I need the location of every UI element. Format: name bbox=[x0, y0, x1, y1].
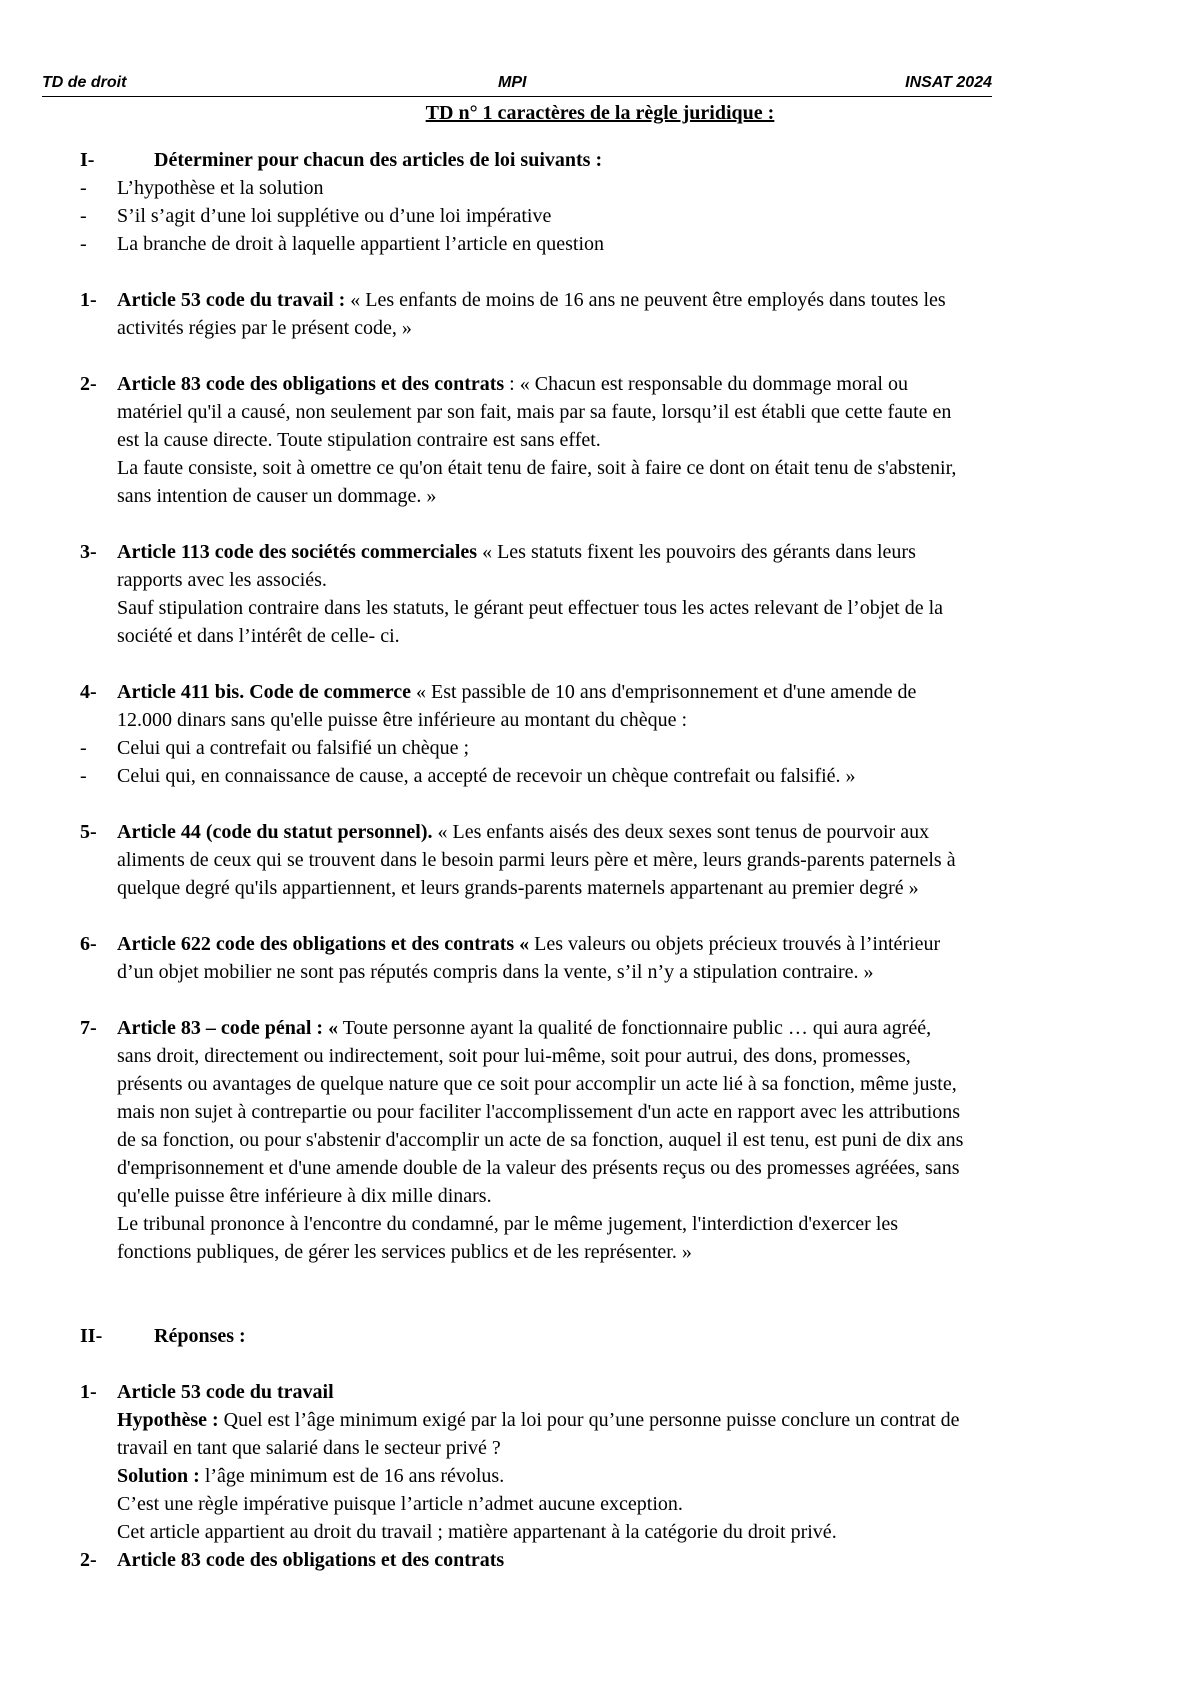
article-text: « Les enfants de moins de 16 ans ne peuvent être employés dans toutes les bbox=[345, 289, 946, 311]
article-heading: Article 113 code des sociétés commerciales bbox=[117, 541, 478, 563]
answer-heading: Article 53 code du travail bbox=[117, 1381, 334, 1403]
document-title: TD n° 1 caractères de la règle juridique : bbox=[425, 102, 775, 124]
article-heading: Article 83 code des obligations et des contrats bbox=[117, 373, 505, 395]
article-text: rapports avec les associés. bbox=[117, 569, 327, 591]
article-text: « Est passible de 10 ans d'emprisonnement et d'une amende de bbox=[411, 681, 917, 703]
article-text: mais non sujet à contrepartie ou pour faciliter l'accomplissement d'un acte en rapport avec les attributions bbox=[117, 1101, 961, 1123]
article-item bbox=[80, 930, 1140, 958]
article-text: d’un objet mobilier ne sont pas réputés compris dans la vente, s’il n’y a stipulation contraire. » bbox=[117, 961, 874, 983]
article-text: société et dans l’intérêt de celle- ci. bbox=[117, 625, 400, 647]
article-text: d'emprisonnement et d'une amende double de la valeur des présents reçus ou des promesses agréées, sans bbox=[117, 1157, 960, 1179]
article-text: 12.000 dinars sans qu'elle puisse être inférieure au montant du chèque : bbox=[117, 709, 688, 731]
article-text: présents ou avantages de quelque nature que ce soit pour accomplir un acte lié à sa fonction, même juste, bbox=[117, 1073, 957, 1095]
section-number: II- bbox=[80, 1325, 103, 1347]
article-text: activités régies par le présent code, » bbox=[117, 317, 412, 339]
hypothesis-line bbox=[80, 1406, 1140, 1434]
article-text: Le tribunal prononce à l'encontre du condamné, par le même jugement, l'interdiction d'exercer les bbox=[117, 1213, 899, 1235]
article-text: Les valeurs ou objets précieux trouvés à l’intérieur bbox=[529, 933, 941, 955]
hypothesis-text: travail en tant que salarié dans le secteur privé ? bbox=[117, 1437, 501, 1459]
article-number: 4- bbox=[80, 681, 97, 703]
article-text: sans intention de causer un dommage. » bbox=[117, 485, 437, 507]
header-course: TD de droit bbox=[42, 74, 127, 91]
header-school-year: INSAT 2024 bbox=[905, 74, 992, 91]
article-item bbox=[80, 538, 1140, 566]
answer-text: Cet article appartient au droit du travail ; matière appartenant à la catégorie du droit privé. bbox=[117, 1521, 837, 1543]
article-text: « Les statuts fixent les pouvoirs des gérants dans leurs bbox=[477, 541, 916, 563]
answer-heading: Article 83 code des obligations et des contrats bbox=[117, 1549, 505, 1571]
article-heading: Article 53 code du travail : bbox=[117, 289, 346, 311]
article-text: : « Chacun est responsable du dommage moral ou bbox=[504, 373, 908, 395]
article-heading: Article 411 bis. Code de commerce bbox=[117, 681, 411, 703]
article-text: sans droit, directement ou indirectement, soit pour lui-même, soit pour autrui, des dons, promesses, bbox=[117, 1045, 911, 1067]
solution-line bbox=[80, 1462, 1140, 1490]
article-heading: Article 83 – code pénal : « bbox=[117, 1017, 339, 1039]
document-body bbox=[80, 146, 1140, 1574]
bullet-item: - Celui qui, en connaissance de cause, a accepté de recevoir un chèque contrefait ou falsifié. » bbox=[80, 765, 856, 787]
answer-number: 1- bbox=[80, 1381, 97, 1403]
article-heading: Article 622 code des obligations et des contrats « bbox=[117, 933, 530, 955]
page-header bbox=[42, 74, 992, 97]
article-text: est la cause directe. Toute stipulation contraire est sans effet. bbox=[117, 429, 601, 451]
article-text: de sa fonction, ou pour s'abstenir d'accomplir un acte de sa fonction, auquel il est tenu, est puni de dix ans bbox=[117, 1129, 964, 1151]
solution-label: Solution : bbox=[117, 1465, 200, 1487]
section-title: Déterminer pour chacun des articles de loi suivants : bbox=[154, 149, 603, 171]
article-text: Toute personne ayant la qualité de fonctionnaire public … qui aura agréé, bbox=[338, 1017, 932, 1039]
header-program: MPI bbox=[498, 74, 527, 91]
article-item bbox=[80, 370, 1140, 398]
bullet-item: - La branche de droit à laquelle appartient l’article en question bbox=[80, 233, 605, 255]
hypothesis-label: Hypothèse : bbox=[117, 1409, 219, 1431]
solution-text: l’âge minimum est de 16 ans révolus. bbox=[199, 1465, 505, 1487]
article-text: quelque degré qu'ils appartiennent, et leurs grands-parents maternels appartenant au premier degré » bbox=[117, 877, 919, 899]
article-number: 3- bbox=[80, 541, 97, 563]
article-number: 2- bbox=[80, 373, 97, 395]
bullet-item: - L’hypothèse et la solution bbox=[80, 177, 324, 199]
article-number: 7- bbox=[80, 1017, 97, 1039]
article-item bbox=[80, 1014, 1140, 1042]
article-number: 1- bbox=[80, 289, 97, 311]
article-text: La faute consiste, soit à omettre ce qu'on était tenu de faire, soit à faire ce dont on était tenu de s'abstenir, bbox=[117, 457, 957, 479]
article-text: « Les enfants aisés des deux sexes sont tenus de pourvoir aux bbox=[432, 821, 930, 843]
answer-number: 2- bbox=[80, 1549, 97, 1571]
article-number: 5- bbox=[80, 821, 97, 843]
article-item bbox=[80, 286, 1140, 314]
hypothesis-text: Quel est l’âge minimum exigé par la loi pour qu’une personne puisse conclure un contrat de bbox=[218, 1409, 960, 1431]
section-heading bbox=[80, 1322, 1140, 1350]
article-text: qu'elle puisse être inférieure à dix mille dinars. bbox=[117, 1185, 492, 1207]
answer-item bbox=[80, 1378, 1140, 1406]
article-item bbox=[80, 818, 1140, 846]
article-item bbox=[80, 678, 1140, 706]
answer-item bbox=[80, 1546, 1140, 1574]
article-text: matériel qu'il a causé, non seulement par son fait, mais par sa faute, lorsqu’il est établi que cette faute en bbox=[117, 401, 952, 423]
bullet-item: - Celui qui a contrefait ou falsifié un chèque ; bbox=[80, 737, 470, 759]
article-number: 6- bbox=[80, 933, 97, 955]
answer-text: C’est une règle impérative puisque l’article n’admet aucune exception. bbox=[117, 1493, 683, 1515]
bullet-item: - S’il s’agit d’une loi supplétive ou d’une loi impérative bbox=[80, 205, 552, 227]
article-text: Sauf stipulation contraire dans les statuts, le gérant peut effectuer tous les actes relevant de l’objet de la bbox=[117, 597, 944, 619]
section-heading bbox=[80, 146, 1140, 174]
article-text: aliments de ceux qui se trouvent dans le besoin parmi leurs père et mère, leurs grands-parents paternels à bbox=[117, 849, 956, 871]
article-heading: Article 44 (code du statut personnel). bbox=[117, 821, 433, 843]
section-title: Réponses : bbox=[154, 1325, 246, 1347]
section-number: I- bbox=[80, 149, 95, 171]
article-text: fonctions publiques, de gérer les services publics et de les représenter. » bbox=[117, 1241, 692, 1263]
